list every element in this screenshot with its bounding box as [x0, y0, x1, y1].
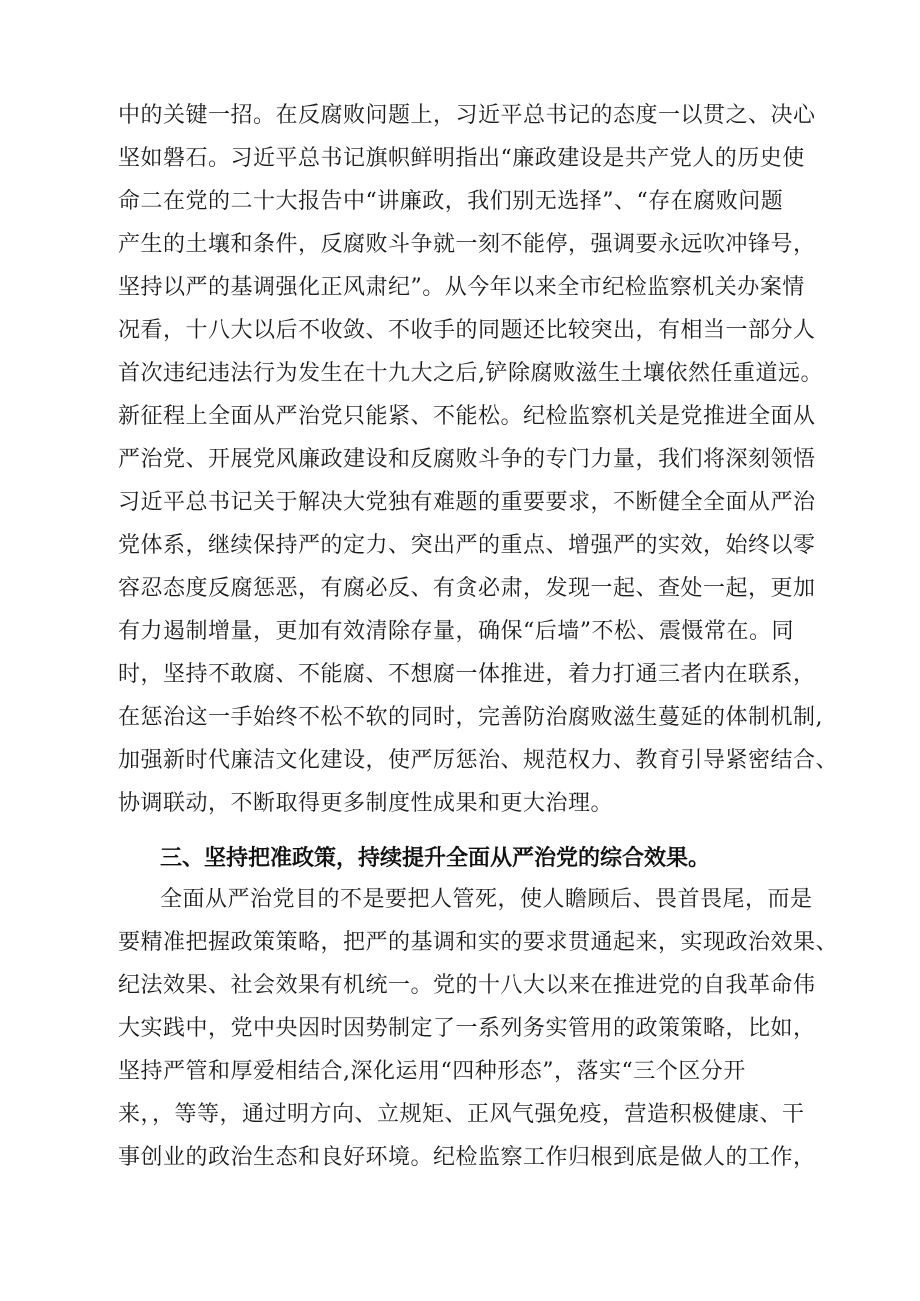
- paragraph-line: 要精准把握政策策略，把严的基调和实的要求贯通起来，实现政治效果、: [118, 930, 839, 955]
- paragraph-line: 坚如磐石。习近平总书记旗帜鲜明指出“廉政建设是共产党人的历史使: [118, 146, 805, 171]
- paragraph-line: 来，，等等，通过明方向、立规矩、正风气强免疫，营造积极健康、干: [118, 1102, 805, 1127]
- paragraph-line: 在惩治这一手始终不松不软的同时，完善防治腐败滋生蔓延的体制机制,: [118, 705, 823, 730]
- paragraph-line: 党体系，继续保持严的定力、突出严的重点、增强严的实效，始终以零: [118, 533, 816, 558]
- paragraph-line: 有力遏制增量，更加有效清除存量，确保“后墙”不松、震慑常在。同: [118, 619, 794, 644]
- paragraph-line: 况看，十八大以后不收敛、不收手的同题还比较突出，有相当一部分人: [118, 318, 816, 343]
- paragraph-line: 严治党、开展党风廉政建设和反腐败斗争的专门力量，我们将深刻领悟: [118, 447, 816, 472]
- paragraph-line: 全面从严治党目的不是要把人管死，使人瞻顾后、畏首畏尾，而是: [160, 887, 813, 912]
- paragraph-line: 首次违纪违法行为发生在十九大之后,铲除腐败滋生土壤依然任重道远。: [118, 361, 823, 386]
- paragraph-line: 容忍态度反腐惩恶，有腐必反、有贪必肃，发现一起、查处一起，更加: [118, 576, 816, 601]
- paragraph-line: 坚持严管和厚爱相结合,深化运用“四种形态”，落实“三个区分开: [118, 1059, 746, 1084]
- paragraph-line: 加强新时代廉洁文化建设，使严厉惩治、规范权力、教育引导紧密结合、: [118, 748, 839, 773]
- paragraph-line: 事创业的政治生态和良好环境。纪检监察工作归根到底是做人的工作，: [118, 1145, 816, 1170]
- paragraph-line: 习近平总书记关于解决大党独有难题的重要要求，不断健全全面从严治: [118, 490, 816, 515]
- paragraph-line: 产生的土壤和条件，反腐败斗争就一刻不能停，强调要永远吹冲锋号，: [118, 232, 816, 257]
- paragraph-line: 协调联动，不断取得更多制度性成果和更大治理。: [118, 791, 614, 816]
- section-heading: 三、坚持把准政策，持续提升全面从严治党的综合效果。: [160, 846, 711, 871]
- paragraph-line: 大实践中，党中央因时因势制定了一系列务实管用的政策策略，比如，: [118, 1016, 816, 1041]
- paragraph-line: 命二在党的二十大报告中“讲廉政，我们别无选择”、“存在腐败问题: [118, 189, 784, 214]
- paragraph-line: 新征程上全面从严治党只能紧、不能松。纪检监察机关是党推进全面从: [118, 404, 816, 429]
- paragraph-line: 坚持以严的基调强化正风肃纪”。从今年以来全市纪检监察机关办案情: [118, 275, 805, 300]
- paragraph-line: 中的关键一招。在反腐败问题上，习近平总书记的态度一以贯之、决心: [118, 103, 816, 128]
- paragraph-line: 纪法效果、社会效果有机统一。党的十八大以来在推进党的自我革命伟: [118, 973, 816, 998]
- paragraph-line: 时，坚持不敢腐、不能腐、不想腐一体推进，着力打通三者内在联系，: [118, 662, 816, 687]
